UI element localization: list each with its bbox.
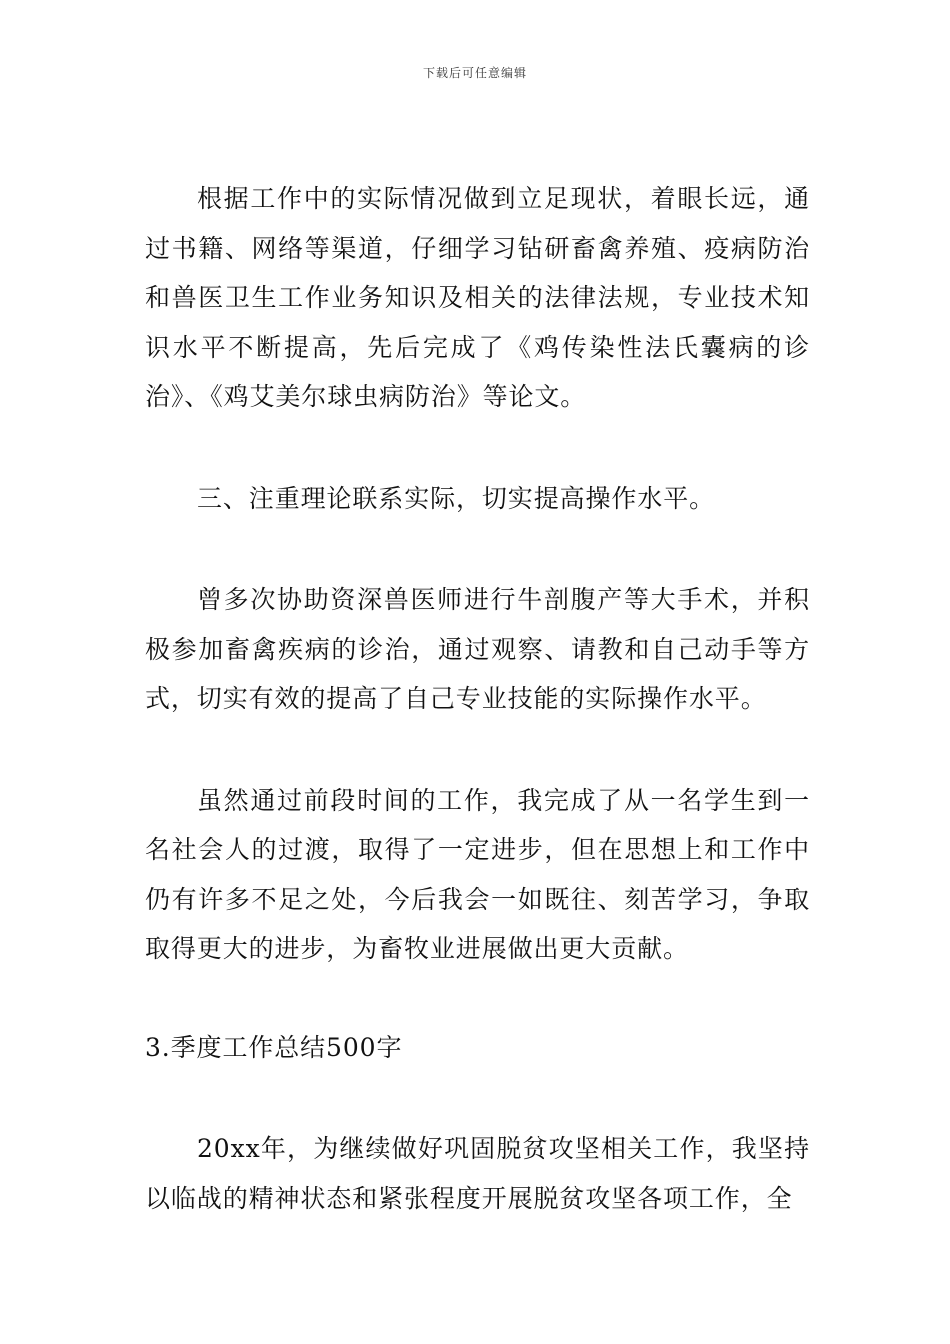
section-title-quarterly-summary: 3.季度工作总结500字 bbox=[145, 1032, 403, 1062]
paragraph-surgery-assistance: 曾多次协助资深兽医师进行牛剖腹产等大手术，并积极参加畜禽疾病的诊治，通过观察、请教和自己动手等方式，切实有效的提高了自己专业技能的实际操作水平。 bbox=[145, 585, 810, 713]
page-header-note: 下载后可任意编辑 bbox=[422, 66, 527, 80]
document-body bbox=[145, 174, 810, 1223]
section-heading-practice: 三、注重理论联系实际，切实提高操作水平。 bbox=[197, 483, 716, 513]
paragraph-study-progress: 根据工作中的实际情况做到立足现状，着眼长远，通过书籍、网络等渠道，仔细学习钻研畜禽养殖、疫病防治和兽医卫生工作业务知识及相关的法律法规，专业技术知识水平不断提高，先后完成了《鸡传染性法氏囊病的诊治》、《鸡艾美尔球虫病防治》等论文。 bbox=[145, 184, 810, 411]
paragraph-poverty-alleviation: 20xx年，为继续做好巩固脱贫攻坚相关工作，我坚持以临战的精神状态和紧张程度开展脱贫攻坚各项工作，全 bbox=[145, 1134, 810, 1213]
paragraph-future-goals: 虽然通过前段时间的工作，我完成了从一名学生到一名社会人的过渡，取得了一定进步，但在思想上和工作中仍有许多不足之处，今后我会一如既往、刻苦学习，争取取得更大的进步，为畜牧业进展做出更大贡献。 bbox=[145, 785, 810, 963]
